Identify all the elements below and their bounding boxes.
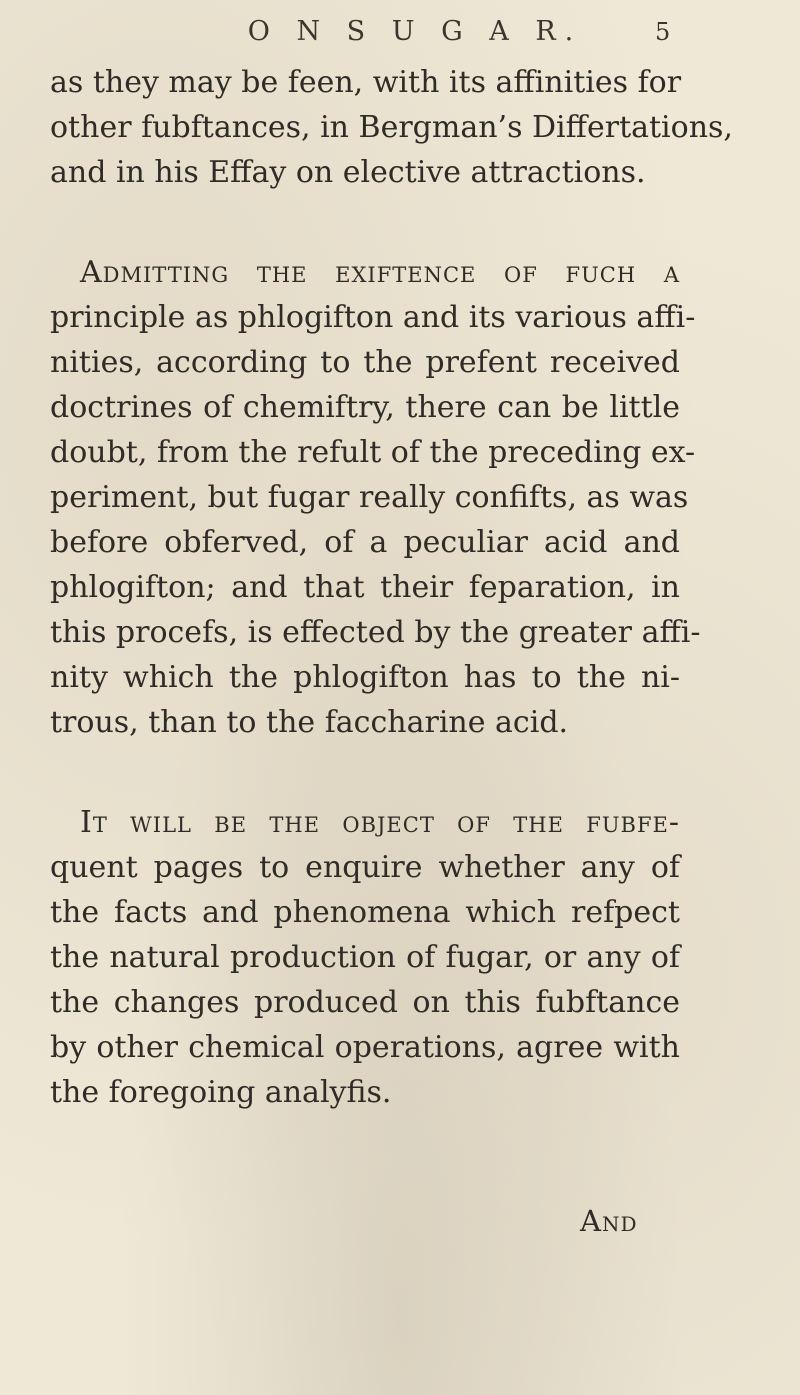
paragraph-2 — [50, 250, 701, 745]
paragraph-1 — [50, 60, 733, 195]
text-line: as they may be feen, with its affinities for — [50, 65, 682, 100]
running-head — [0, 14, 800, 54]
text-line: the natural production of fugar, or any of — [50, 940, 680, 975]
text-line: before obferved, of a peculiar acid and — [50, 525, 680, 560]
text-line: principle as phlogifton and its various affi- — [50, 300, 696, 335]
paragraph-spacer — [50, 195, 680, 250]
page-number: 5 — [655, 18, 671, 46]
text-line: It will be the object of the fubfe- — [80, 805, 680, 840]
text-line: by other chemical operations, agree with — [50, 1030, 680, 1065]
text-line: and in his Effay on elective attractions. — [50, 155, 646, 190]
text-line: nity which the phlogifton has to the ni- — [50, 660, 680, 695]
text-line: nities, according to the prefent received — [50, 345, 680, 380]
paragraph-spacer — [50, 745, 680, 800]
text-line: other fubftances, in Bergman’s Differtations, — [50, 110, 733, 145]
text-line: trous, than to the faccharine acid. — [50, 705, 569, 740]
text-line: this procefs, is effected by the greater affi- — [50, 615, 701, 650]
text-line: periment, but fugar really confifts, as was — [50, 480, 689, 515]
text-line: Admitting the exiftence of fuch a — [80, 255, 680, 290]
text-line: doctrines of chemiftry, there can be little — [50, 390, 680, 425]
text-line: the changes produced on this fubftance — [50, 985, 680, 1020]
body-text — [50, 60, 733, 1115]
text-line: quent pages to enquire whether any of — [50, 850, 680, 885]
text-line: the facts and phenomena which refpect — [50, 895, 680, 930]
catchword: And — [580, 1204, 638, 1238]
text-line: doubt, from the refult of the preceding ex- — [50, 435, 696, 470]
paragraph-3 — [50, 800, 680, 1115]
text-line: phlogifton; and that their feparation, in — [50, 570, 680, 605]
text-line: the foregoing analyfis. — [50, 1075, 392, 1110]
running-title: O N S U G A R. — [247, 16, 583, 47]
